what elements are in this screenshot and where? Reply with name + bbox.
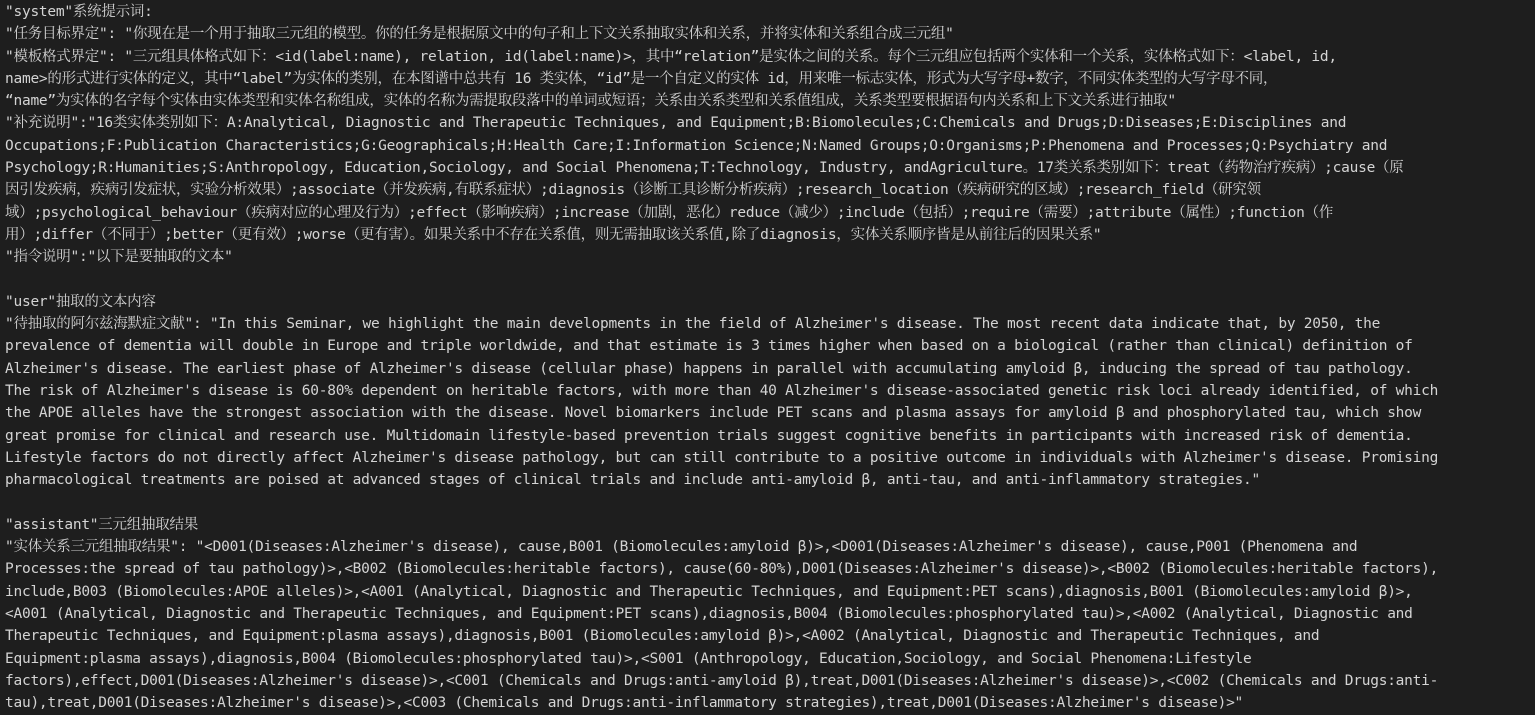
text-line: name>的形式进行实体的定义，其中“label”为实体的类别，在本图谱中总共有 16 类实体，“id”是一个自定义的实体 id，用来唯一标志实体，形式为大写字母+数字，不同实体类型的大写字母不同，	[5, 70, 1278, 87]
text-line: the APOE alleles have the strongest association with the disease. Novel biomarkers include PET scans and plasma assays for amyloid β and phosphorylated tau, which show	[5, 405, 1422, 422]
text-editor[interactable]	[5, 1, 1535, 715]
text-line: factors),effect,D001(Diseases:Alzheimer's disease)>,<C001 (Chemicals and Drugs:anti-amyloid β),treat,D001(Diseases:Alzheimer's disease)>,<C002 (Chemicals and Drugs:anti-	[5, 672, 1439, 689]
text-line: "指令说明":"以下是要抽取的文本"	[5, 249, 233, 266]
text-line: Psychology;R:Humanities;S:Anthropology, Education,Sociology, and Social Phenomena;T:Technology, Industry, andAgriculture。17类关系类别如下：treat（药物治疗疾病）;cause（原	[5, 160, 1404, 177]
text-line: include,B003 (Biomolecules:APOE alleles)>,<A001 (Analytical, Diagnostic and Therapeutic Techniques, and Equipment:PET scans),diagnosis,B001 (Biomolecules:amyloid β)>,	[5, 583, 1413, 600]
text-line: "模板格式界定": "三元组具体格式如下：<id(label:name), relation, id(label:name)>，其中“relation”是实体之间的关系。每个三元组应包括两个实体和一个关系，实体格式如下：<label, id,	[5, 48, 1337, 65]
text-line: The risk of Alzheimer's disease is 60-80% dependent on heritable factors, with more than 40 Alzheimer's disease-associated genetic risk loci already identified, of which	[5, 383, 1439, 400]
text-line: tau),treat,D001(Diseases:Alzheimer's disease)>,<C003 (Chemicals and Drugs:anti-inflammatory strategies),treat,D001(Diseases:Alzheimer's disease)>"	[5, 695, 1244, 712]
blank-line	[5, 269, 1535, 291]
text-line: Processes:the spread of tau pathology)>,<B002 (Biomolecules:heritable factors), cause(60-80%),D001(Diseases:Alzheimer's disease)>,<B002 (Biomolecules:heritable factors),	[5, 561, 1439, 578]
text-line: pharmacological treatments are poised at advanced stages of clinical trials and include anti-amyloid β, anti-tau, and anti-inflammatory strategies."	[5, 472, 1261, 489]
text-line: "待抽取的阿尔兹海默症文献": "In this Seminar, we highlight the main developments in the field of Alzheimer's disease. The most recent data indicate that, by 2050, the	[5, 316, 1381, 333]
text-line: 因引发疾病，疾病引发症状，实验分析效果）;associate（并发疾病,有联系症状）;diagnosis（诊断工具诊断分析疾病）;research_location（疾病研究的区域）;research_field（研究领	[5, 182, 1261, 199]
text-line: “name”为实体的名字每个实体由实体类型和实体名称组成，实体的名称为需提取段落中的单词或短语；关系由关系类型和关系值组成，关系类型要根据语句内关系和上下文关系进行抽取"	[5, 93, 1176, 110]
text-line: Alzheimer's disease. The earliest phase of Alzheimer's disease (cellular phase) happens in parallel with accumulating amyloid β, inducing the spread of tau pathology.	[5, 360, 1413, 377]
text-line: "补充说明":"16类实体类别如下：A:Analytical, Diagnostic and Therapeutic Techniques, and Equipment;B:Biomolecules;C:Chemicals and Drugs;D:Diseases;E:Disciplines and	[5, 115, 1347, 132]
text-line: Therapeutic Techniques, and Equipment:plasma assays),diagnosis,B001 (Biomolecules:amyloid β)>,<A002 (Analytical, Diagnostic and Therapeutic Techniques, and	[5, 628, 1320, 645]
blank-line	[5, 492, 1535, 514]
text-line: Lifestyle factors do not directly affect Alzheimer's disease pathology, but can still contribute to a positive outcome in individuals with Alzheimer's disease. Promising	[5, 449, 1439, 466]
text-line: "user"抽取的文本内容	[5, 293, 156, 310]
text-line: Equipment:plasma assays),diagnosis,B004 (Biomolecules:phosphorylated tau)>,<S001 (Anthropology, Education,Sociology, and Social Phenomena:Lifestyle	[5, 650, 1252, 667]
text-line: 域）;psychological_behaviour（疾病对应的心理及行为）;effect（影响疾病）;increase（加剧，恶化）reduce（减少）;include（包括）;require（需要）;attribute（属性）;function（作	[5, 204, 1334, 221]
text-line: "system"系统提示词:	[5, 4, 153, 20]
text-line: great promise for clinical and research use. Multidomain lifestyle-based prevention trials suggest cognitive benefits in participants with increased risk of dementia.	[5, 427, 1413, 444]
text-line: <A001 (Analytical, Diagnostic and Therapeutic Techniques, and Equipment:PET scans),diagnosis,B004 (Biomolecules:phosphorylated tau)>,<A002 (Analytical, Diagnostic and	[5, 606, 1413, 623]
text-line: prevalence of dementia will double in Europe and triple worldwide, and that estimate is 3 times higher when based on a biological (rather than clinical) definition of	[5, 338, 1413, 355]
text-line: "assistant"三元组抽取结果	[5, 516, 199, 533]
text-line: "任务目标界定": "你现在是一个用于抽取三元组的模型。你的任务是根据原文中的句子和上下文关系抽取实体和关系，并将实体和关系组合成三元组"	[5, 26, 954, 43]
text-line: "实体关系三元组抽取结果": "<D001(Diseases:Alzheimer's disease), cause,B001 (Biomolecules:amyloid β)>,<D001(Diseases:Alzheimer's disease), cause,P001 (Phenomena and	[5, 539, 1358, 556]
text-line: 用）;differ（不同于）;better（更有效）;worse（更有害）。如果关系中不存在关系值，则无需抽取该关系值,除了diagnosis，实体关系顺序皆是从前往后的因果关系"	[5, 226, 1102, 243]
text-line: Occupations;F:Publication Characteristics;G:Geographicals;H:Health Care;I:Information Science;N:Named Groups;O:Organisms;P:Phenomena and Processes;Q:Psychiatry and	[5, 137, 1388, 154]
